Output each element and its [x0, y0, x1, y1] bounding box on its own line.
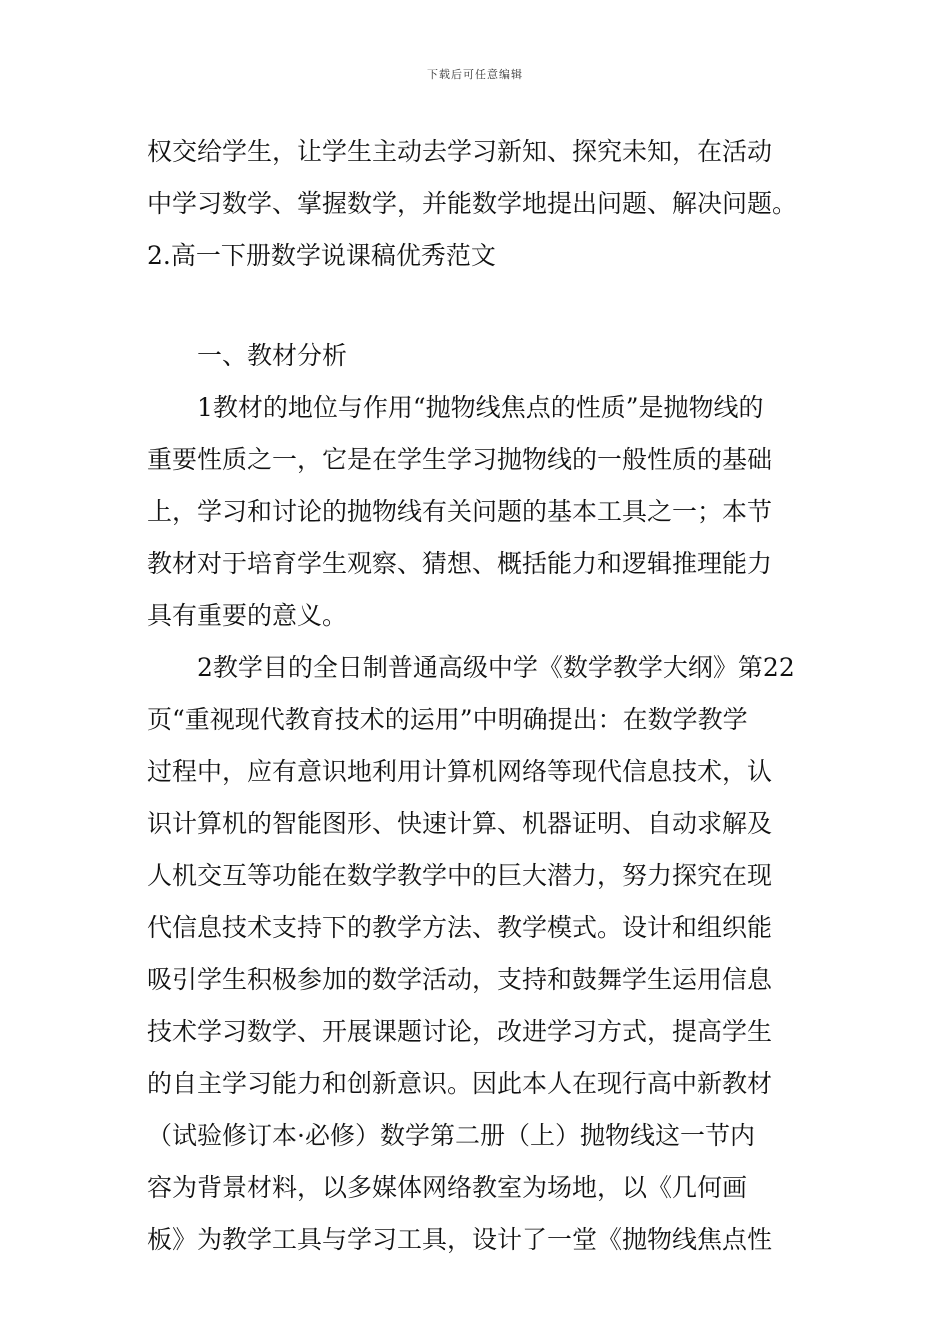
text-line: 的自主学习能力和创新意识。因此本人在现行高中新教材 — [147, 1069, 773, 1098]
page-header-note: 下载后可任意编辑 — [427, 68, 523, 81]
text-line: 具有重要的意义。 — [147, 601, 348, 630]
text-line: 技术学习数学、开展课题讨论，改进学习方式，提高学生 — [147, 1017, 773, 1046]
text-line: 页“重视现代教育技术的运用”中明确提出：在数学教学 — [147, 705, 748, 734]
text-line: 中学习数学、掌握数学，并能数学地提出问题、解决问题。 — [147, 189, 798, 218]
text-line: 识计算机的智能图形、快速计算、机器证明、自动求解及 — [147, 809, 773, 838]
text-line: 上，学习和讨论的抛物线有关问题的基本工具之一；本节 — [147, 497, 773, 526]
text-line: 重要性质之一，它是在学生学习抛物线的一般性质的基础 — [147, 445, 773, 474]
text-line: 代信息技术支持下的教学方法、教学模式。设计和组织能 — [147, 913, 773, 942]
text-line: 吸引学生积极参加的数学活动，支持和鼓舞学生运用信息 — [147, 965, 773, 994]
text-line: 2教学目的全日制普通高级中学《数学教学大纲》第22 — [197, 653, 795, 682]
document-body — [147, 126, 807, 1266]
text-line: 板》为教学工具与学习工具，设计了一堂《抛物线焦点性 — [147, 1225, 773, 1254]
text-line: 1教材的地位与作用“抛物线焦点的性质”是抛物线的 — [197, 393, 764, 422]
paragraph-gap — [147, 282, 807, 330]
section-heading: 2.高一下册数学说课稿优秀范文 — [147, 241, 496, 270]
text-line: 教材对于培育学生观察、猜想、概括能力和逻辑推理能力 — [147, 549, 773, 578]
text-line: 容为背景材料，以多媒体网络教室为场地，以《几何画 — [147, 1173, 748, 1202]
subsection-heading: 一、教材分析 — [197, 341, 348, 370]
text-line: 权交给学生，让学生主动去学习新知、探究未知，在活动 — [147, 137, 773, 166]
text-line: 过程中，应有意识地利用计算机网络等现代信息技术，认 — [147, 757, 773, 786]
text-line: （试验修订本·必修）数学第二册（上）抛物线这一节内 — [147, 1121, 755, 1150]
text-line: 人机交互等功能在数学教学中的巨大潜力，努力探究在现 — [147, 861, 773, 890]
